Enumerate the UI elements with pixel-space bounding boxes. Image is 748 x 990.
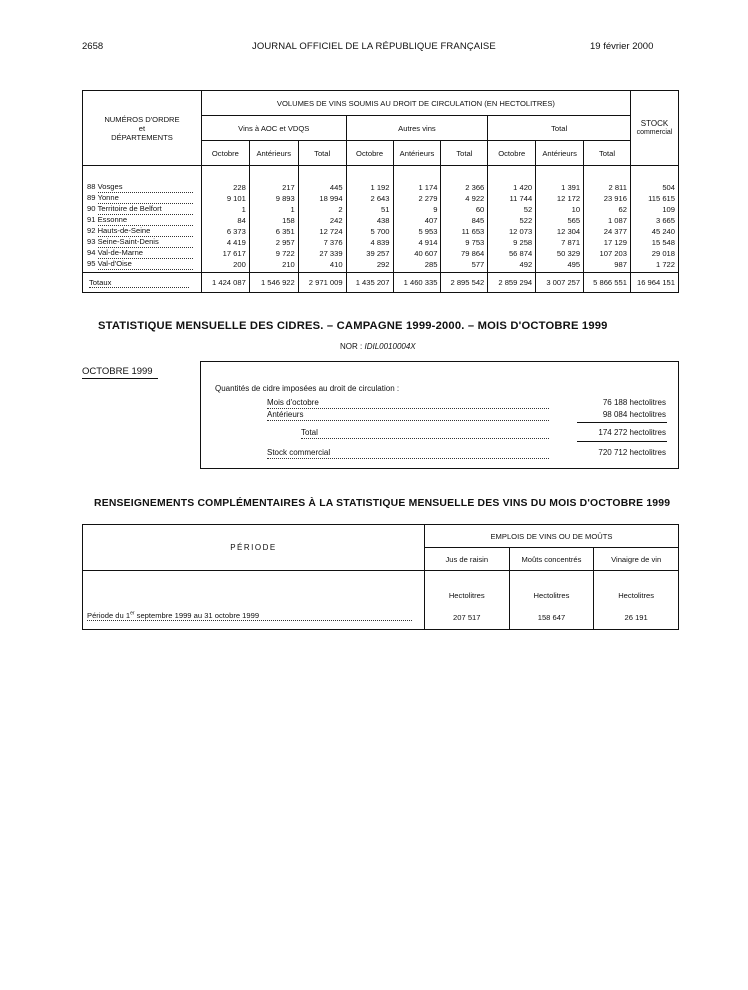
subcol-header: Total — [441, 141, 488, 166]
subcol-header: Total — [298, 141, 346, 166]
table-row — [83, 166, 679, 194]
value-cell: 24 377 — [584, 226, 631, 237]
value-cell: 3 665 — [630, 215, 678, 226]
group-aoc-header: Vins à AOC et VDQS — [201, 116, 346, 141]
total-cell: 3 007 257 — [536, 273, 584, 293]
departments-header: NUMÉROS D'ORDRE et DÉPARTEMENTS — [83, 91, 202, 166]
journal-title: JOURNAL OFFICIEL DE LA RÉPUBLIQUE FRANÇAISE — [252, 41, 496, 52]
value-cell: 845 — [441, 215, 488, 226]
total-cell: 2 971 009 — [298, 273, 346, 293]
subcol-header: Total — [584, 141, 631, 166]
cidre-line-value: 174 272 hectolitres — [598, 428, 666, 437]
value-cell: 1 174 — [393, 166, 441, 194]
value-cell: 577 — [441, 259, 488, 273]
value-cell: 23 916 — [584, 193, 631, 204]
value-cell: 40 607 — [393, 248, 441, 259]
table-row — [83, 259, 679, 273]
value-cell: 12 172 — [536, 193, 584, 204]
value-cell: 27 339 — [298, 248, 346, 259]
value-cell: 15 548 — [630, 237, 678, 248]
col-vinaigre-header: Vinaigre de vin — [594, 548, 679, 571]
total-cell: 1 424 087 — [201, 273, 249, 293]
total-cell: 1 460 335 — [393, 273, 441, 293]
value-cell: 51 — [346, 204, 393, 215]
value-cell: 1 — [201, 204, 249, 215]
value-cell: 1 391 — [536, 166, 584, 194]
page-number: 2658 — [82, 41, 104, 52]
cidre-line-value: 76 188 hectolitres — [602, 398, 666, 407]
value-cell: 242 — [298, 215, 346, 226]
cidre-title: STATISTIQUE MENSUELLE DES CIDRES. – CAMPAGNE 1999-2000. – MOIS D'OCTOBRE 1999 — [98, 320, 608, 332]
value-cell: 5 953 — [393, 226, 441, 237]
department-cell: 91 Essonne — [83, 215, 202, 226]
totals-label: Totaux — [83, 273, 202, 293]
department-cell: 92 Hauts-de-Seine — [83, 226, 202, 237]
value-cell: 158 — [249, 215, 298, 226]
value-cell: 62 — [584, 204, 631, 215]
value-cell: 1 420 — [488, 166, 536, 194]
value-cell: 12 724 — [298, 226, 346, 237]
sum-rule — [577, 441, 667, 442]
total-cell: 16 964 151 — [630, 273, 678, 293]
col-jus-header: Jus de raisin — [424, 548, 509, 571]
total-cell: 1 435 207 — [346, 273, 393, 293]
department-cell: 93 Seine-Saint-Denis — [83, 237, 202, 248]
subcol-header: Octobre — [346, 141, 393, 166]
value-cell: 115 615 — [630, 193, 678, 204]
value-cell: 11 653 — [441, 226, 488, 237]
cidre-line-value: 98 084 hectolitres — [602, 410, 666, 419]
table-row — [83, 226, 679, 237]
table-row — [83, 204, 679, 215]
value-cell: 445 — [298, 166, 346, 194]
value-cell: 285 — [393, 259, 441, 273]
total-cell: 1 546 922 — [249, 273, 298, 293]
value-cell: 4 922 — [441, 193, 488, 204]
value-cell: 495 — [536, 259, 584, 273]
value-cell: 109 — [630, 204, 678, 215]
value-cell: 17 617 — [201, 248, 249, 259]
value-cell: 2 — [298, 204, 346, 215]
value-cell: 217 — [249, 166, 298, 194]
cidre-side-label: OCTOBRE 1999 — [82, 366, 158, 379]
value-cell: 2 279 — [393, 193, 441, 204]
value-cell: 9 893 — [249, 193, 298, 204]
cidre-box — [200, 361, 679, 469]
periode-row-label: Période du 1er septembre 1999 au 31 octobre 1999 — [83, 571, 425, 630]
value-cell: 45 240 — [630, 226, 678, 237]
value-cell: 7 871 — [536, 237, 584, 248]
department-cell: 90 Territoire de Belfort — [83, 204, 202, 215]
value-cell: 6 373 — [201, 226, 249, 237]
value-cell: 12 304 — [536, 226, 584, 237]
value-cell: 9 258 — [488, 237, 536, 248]
department-cell: 88 Vosges — [83, 166, 202, 194]
value-cell: 2 643 — [346, 193, 393, 204]
totals-row — [83, 273, 679, 293]
value-cell: 210 — [249, 259, 298, 273]
emplois-header: EMPLOIS DE VINS OU DE MOÛTS — [424, 525, 678, 548]
wine-volumes-table — [82, 90, 679, 293]
value-cell: 1 722 — [630, 259, 678, 273]
value-cell: 9 — [393, 204, 441, 215]
subcol-header: Antérieurs — [536, 141, 584, 166]
group-autres-header: Autres vins — [346, 116, 488, 141]
total-cell: 2 895 542 — [441, 273, 488, 293]
value-cell: 987 — [584, 259, 631, 273]
value-cell: 107 203 — [584, 248, 631, 259]
value-cell: 292 — [346, 259, 393, 273]
department-cell: 95 Val-d'Oise — [83, 259, 202, 273]
total-cell: 2 859 294 — [488, 273, 536, 293]
emplois-table — [82, 524, 679, 630]
value-cell: 2 957 — [249, 237, 298, 248]
value-cell: 1 — [249, 204, 298, 215]
value-cell: 6 351 — [249, 226, 298, 237]
cidre-line-label: Total — [301, 428, 549, 439]
sum-rule — [577, 422, 667, 423]
value-cell: 7 376 — [298, 237, 346, 248]
value-cell: 522 — [488, 215, 536, 226]
value-cell: 4 839 — [346, 237, 393, 248]
stock-header: STOCK commercial — [630, 91, 678, 166]
jus-cell: Hectolitres 207 517 — [424, 571, 509, 630]
department-cell: 89 Yonne — [83, 193, 202, 204]
value-cell: 84 — [201, 215, 249, 226]
value-cell: 12 073 — [488, 226, 536, 237]
table-row — [83, 237, 679, 248]
value-cell: 9 753 — [441, 237, 488, 248]
wine-table-body — [83, 166, 679, 273]
cidre-line-label: Antérieurs — [267, 410, 549, 421]
value-cell: 1 087 — [584, 215, 631, 226]
group-total-header: Total — [488, 116, 631, 141]
value-cell: 10 — [536, 204, 584, 215]
value-cell: 79 864 — [441, 248, 488, 259]
value-cell: 9 101 — [201, 193, 249, 204]
cidre-line-label: Mois d'octobre — [267, 398, 549, 409]
department-cell: 94 Val-de-Marne — [83, 248, 202, 259]
value-cell: 39 257 — [346, 248, 393, 259]
value-cell: 2 811 — [584, 166, 631, 194]
subcol-header: Octobre — [488, 141, 536, 166]
value-cell: 60 — [441, 204, 488, 215]
subcol-header: Octobre — [201, 141, 249, 166]
value-cell: 4 419 — [201, 237, 249, 248]
subcol-header: Antérieurs — [249, 141, 298, 166]
value-cell: 492 — [488, 259, 536, 273]
value-cell: 410 — [298, 259, 346, 273]
volumes-header: VOLUMES DE VINS SOUMIS AU DROIT DE CIRCULATION (EN HECTOLITRES) — [201, 91, 630, 116]
total-cell: 5 866 551 — [584, 273, 631, 293]
vinaigre-cell: Hectolitres 26 191 — [594, 571, 679, 630]
periode-header: PÉRIODE — [83, 525, 425, 571]
value-cell: 56 874 — [488, 248, 536, 259]
value-cell: 50 329 — [536, 248, 584, 259]
page-date: 19 février 2000 — [590, 41, 654, 52]
subcol-header: Antérieurs — [393, 141, 441, 166]
table-row — [83, 193, 679, 204]
value-cell: 200 — [201, 259, 249, 273]
table-row — [83, 248, 679, 259]
value-cell: 29 018 — [630, 248, 678, 259]
value-cell: 2 366 — [441, 166, 488, 194]
value-cell: 407 — [393, 215, 441, 226]
value-cell: 17 129 — [584, 237, 631, 248]
mouts-cell: Hectolitres 158 647 — [509, 571, 594, 630]
value-cell: 5 700 — [346, 226, 393, 237]
cidre-line-value: 720 712 hectolitres — [598, 448, 666, 457]
value-cell: 504 — [630, 166, 678, 194]
value-cell: 9 722 — [249, 248, 298, 259]
value-cell: 438 — [346, 215, 393, 226]
cidre-line-label: Stock commercial — [267, 448, 549, 459]
value-cell: 4 914 — [393, 237, 441, 248]
value-cell: 565 — [536, 215, 584, 226]
nor-reference: NOR : IDIL0010004X — [340, 342, 416, 351]
cidre-intro: Quantités de cidre imposées au droit de circulation : — [215, 384, 400, 393]
value-cell: 228 — [201, 166, 249, 194]
value-cell: 52 — [488, 204, 536, 215]
col-mouts-header: Moûts concentrés — [509, 548, 594, 571]
renseignements-title: RENSEIGNEMENTS COMPLÉMENTAIRES À LA STATISTIQUE MENSUELLE DES VINS DU MOIS D'OCTOBRE 1999 — [94, 498, 671, 509]
table-row — [83, 215, 679, 226]
value-cell: 11 744 — [488, 193, 536, 204]
value-cell: 1 192 — [346, 166, 393, 194]
value-cell: 18 994 — [298, 193, 346, 204]
